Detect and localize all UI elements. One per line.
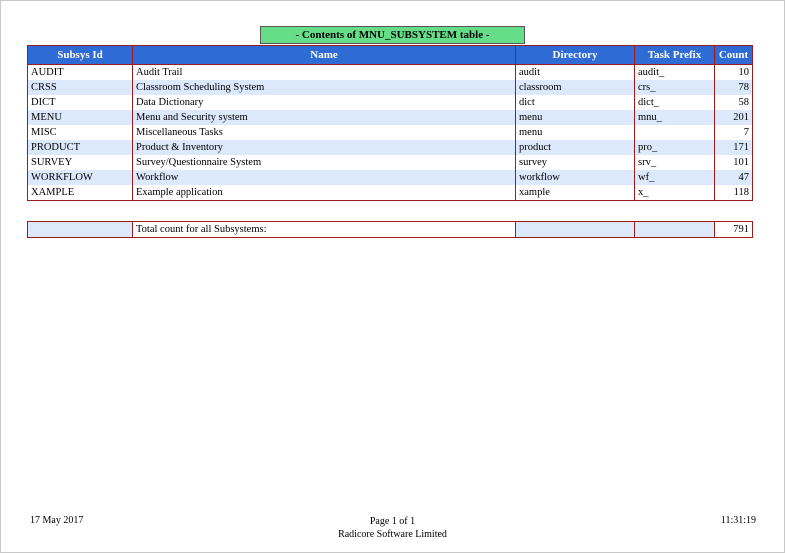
column-header-task-prefix: Task Prefix [635, 46, 715, 65]
table-row [28, 155, 753, 170]
report-title: - Contents of MNU_SUBSYSTEM table - [260, 26, 525, 44]
table-row [28, 185, 753, 201]
column-header-name: Name [133, 46, 516, 65]
cell-directory: survey [516, 155, 635, 170]
cell-subsys-id: PRODUCT [28, 140, 133, 155]
cell-task-prefix: dict_ [635, 95, 715, 110]
column-header-subsys-id: Subsys Id [28, 46, 133, 65]
cell-subsys-id: XAMPLE [28, 185, 133, 201]
table-row [28, 110, 753, 125]
table-row [28, 65, 753, 81]
cell-task-prefix: mnu_ [635, 110, 715, 125]
total-row [28, 222, 753, 238]
cell-count: 7 [715, 125, 753, 140]
cell-subsys-id: MENU [28, 110, 133, 125]
table-row [28, 170, 753, 185]
footer-page-number: Page 1 of 1 [369, 516, 416, 527]
total-value: 791 [715, 222, 753, 238]
total-table [27, 221, 753, 238]
cell-task-prefix: x_ [635, 185, 715, 201]
table-row [28, 140, 753, 155]
column-header-directory: Directory [516, 46, 635, 65]
table-row [28, 125, 753, 140]
cell-count: 118 [715, 185, 753, 201]
cell-subsys-id: DICT [28, 95, 133, 110]
table-header-row [28, 46, 753, 65]
total-empty-cell [516, 222, 635, 238]
cell-task-prefix: audit_ [635, 65, 715, 81]
footer-company: Radicore Software Limited [338, 529, 447, 540]
subsystem-table [27, 45, 753, 201]
cell-task-prefix: wf_ [635, 170, 715, 185]
cell-subsys-id: WORKFLOW [28, 170, 133, 185]
column-header-count: Count [715, 46, 753, 65]
cell-count: 10 [715, 65, 753, 81]
cell-directory: xample [516, 185, 635, 201]
cell-name: Classroom Scheduling System [133, 80, 516, 95]
total-empty-cell [635, 222, 715, 238]
table-row [28, 95, 753, 110]
cell-name: Example application [133, 185, 516, 201]
cell-task-prefix: crs_ [635, 80, 715, 95]
total-label: Total count for all Subsystems: [133, 222, 516, 238]
cell-directory: audit [516, 65, 635, 81]
footer-center [0, 515, 785, 541]
cell-count: 78 [715, 80, 753, 95]
cell-name: Audit Trail [133, 65, 516, 81]
footer-time: 11:31:19 [720, 515, 756, 526]
cell-subsys-id: AUDIT [28, 65, 133, 81]
cell-count: 171 [715, 140, 753, 155]
cell-name: Survey/Questionnaire System [133, 155, 516, 170]
cell-name: Data Dictionary [133, 95, 516, 110]
cell-count: 58 [715, 95, 753, 110]
cell-directory: menu [516, 110, 635, 125]
total-empty-cell [28, 222, 133, 238]
cell-count: 47 [715, 170, 753, 185]
cell-directory: menu [516, 125, 635, 140]
cell-count: 101 [715, 155, 753, 170]
cell-name: Workflow [133, 170, 516, 185]
cell-subsys-id: CRSS [28, 80, 133, 95]
cell-count: 201 [715, 110, 753, 125]
cell-name: Miscellaneous Tasks [133, 125, 516, 140]
cell-task-prefix: srv_ [635, 155, 715, 170]
cell-subsys-id: MISC [28, 125, 133, 140]
cell-name: Menu and Security system [133, 110, 516, 125]
cell-directory: classroom [516, 80, 635, 95]
cell-directory: product [516, 140, 635, 155]
cell-directory: dict [516, 95, 635, 110]
footer-date: 17 May 2017 [30, 515, 84, 526]
table-row [28, 80, 753, 95]
cell-task-prefix [635, 125, 715, 140]
cell-name: Product & Inventory [133, 140, 516, 155]
cell-directory: workflow [516, 170, 635, 185]
cell-task-prefix: pro_ [635, 140, 715, 155]
cell-subsys-id: SURVEY [28, 155, 133, 170]
